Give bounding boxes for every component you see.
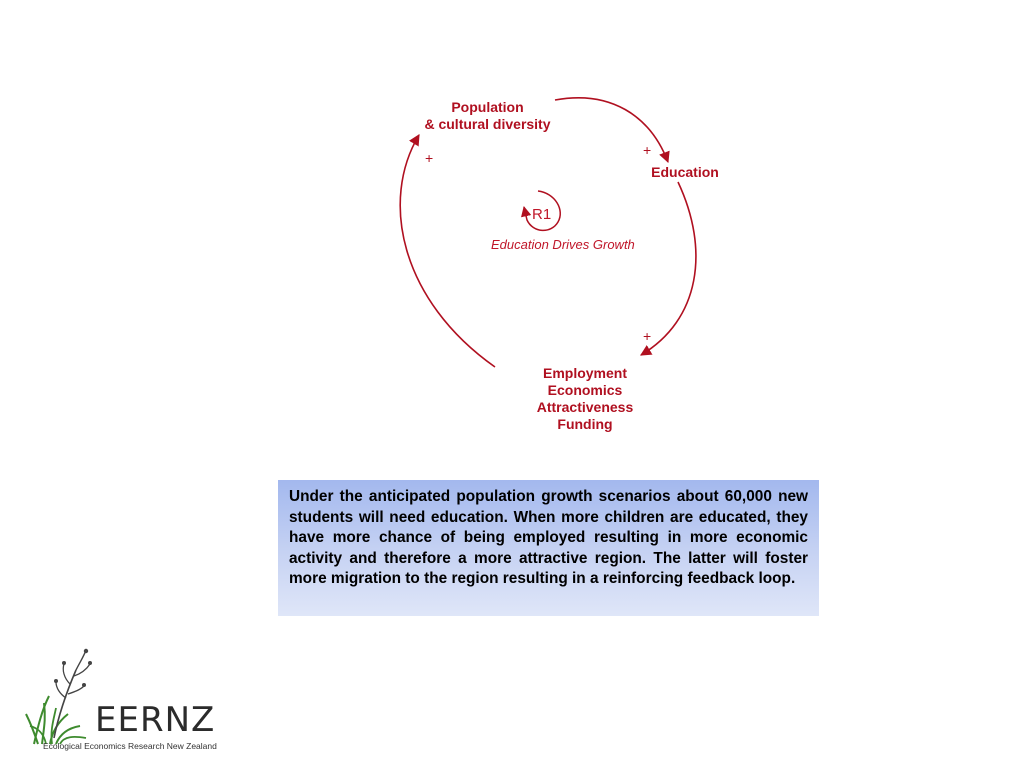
node-employment-line3: Attractiveness	[536, 399, 634, 415]
node-population-line2: & cultural diversity	[424, 116, 551, 132]
node-employment-line1: Employment	[542, 365, 627, 381]
node-education: Education	[651, 164, 719, 180]
node-population	[420, 99, 555, 133]
loop-id-label: R1	[532, 206, 552, 223]
loop-name-label: Education Drives Growth	[491, 237, 635, 252]
polarity-population-to-education: +	[643, 142, 652, 158]
explanation-textbox	[278, 480, 819, 616]
polarity-education-to-employment: +	[643, 328, 652, 344]
node-employment-line2: Economics	[547, 382, 623, 398]
flax-plant-icon	[24, 648, 104, 748]
link-employment-to-population	[400, 135, 495, 367]
logo-tagline: Ecological Economics Research New Zealand	[43, 741, 217, 751]
explanation-text: Under the anticipated population growth scenarios about 60,000 new students will need education. When more children are educated, they have more chance of being employed resulting in more economic activity and therefore a more attractive region. The latter will foster more migration to the region resulting in a reinforcing feedback loop.	[289, 488, 808, 588]
node-employment	[520, 365, 650, 433]
eernz-logo	[24, 648, 216, 756]
logo-wordmark: EERNZ	[95, 700, 216, 740]
node-employment-line4: Funding	[557, 416, 613, 432]
polarity-employment-to-population: +	[425, 150, 434, 166]
node-population-line1: Population	[451, 99, 524, 115]
